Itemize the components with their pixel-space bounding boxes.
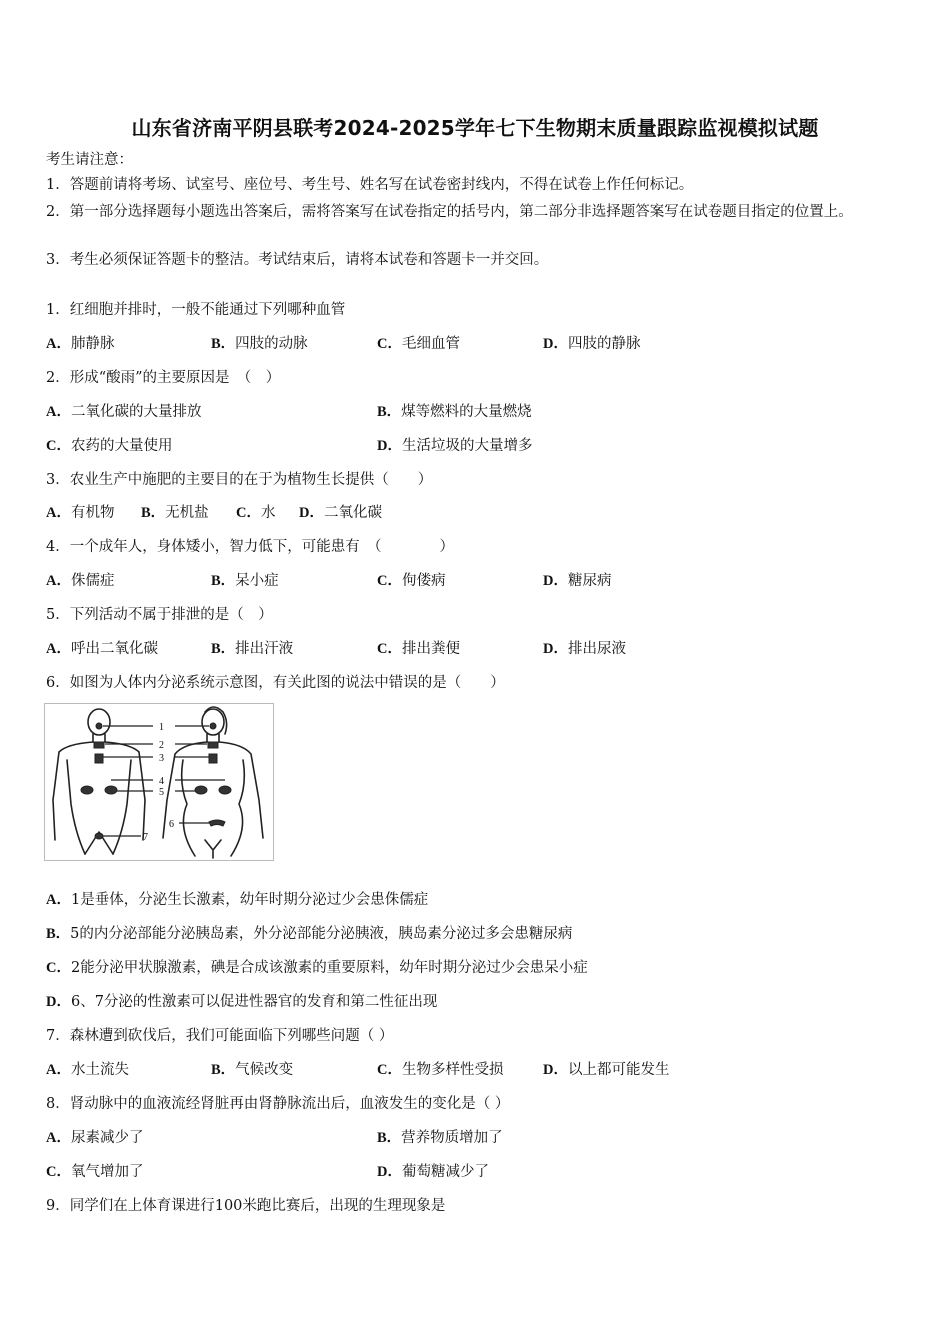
question-3-option-c: C．水 (236, 505, 276, 521)
question-7-option-c: C．生物多样性受损 (377, 1062, 504, 1078)
female-pituitary-mark (210, 723, 216, 729)
question-8-option-c: C．氧气增加了 (46, 1164, 144, 1180)
question-4-option-b: B．呆小症 (211, 573, 279, 589)
question-2-option-b: B．煤等燃料的大量燃烧 (377, 404, 532, 420)
female-ovary-mark (209, 820, 225, 826)
question-7-option-d: D．以上都可能发生 (543, 1062, 670, 1078)
question-5-option-d: D．排出尿液 (543, 641, 626, 657)
question-2-option-d: D．生活垃圾的大量增多 (377, 438, 533, 454)
question-2-option-a: A．二氧化碳的大量排放 (46, 404, 202, 420)
notice-item-3: 3．考生必须保证答题卡的整洁。考试结束后，请将本试卷和答题卡一并交回。 (46, 252, 549, 268)
female-thyroid-mark (208, 742, 218, 748)
endocrine-system-figure (44, 703, 274, 861)
figure-label-7: 7 (143, 832, 148, 843)
male-testis-mark (95, 833, 103, 839)
figure-label-2: 2 (159, 740, 164, 751)
figure-label-4: 4 (159, 776, 164, 787)
question-8-option-a: A．尿素减少了 (46, 1130, 144, 1146)
female-thymus-mark (209, 754, 217, 763)
question-3-option-b: B．无机盐 (141, 505, 209, 521)
question-8-option-d: D．葡萄糖减少了 (377, 1164, 489, 1180)
male-thyroid-mark (94, 742, 104, 748)
question-9-stem: 9．同学们在上体育课进行100米跑比赛后，出现的生理现象是 (46, 1198, 446, 1214)
question-6-option-b: B．5的内分泌部能分泌胰岛素，外分泌部能分泌胰液，胰岛素分泌过多会患糖尿病 (46, 926, 573, 942)
question-6-option-c: C．2能分泌甲状腺激素，碘是合成该激素的重要原料，幼年时期分泌过少会患呆小症 (46, 960, 588, 976)
female-head (202, 709, 224, 735)
question-7-stem: 7．森林遭到砍伐后，我们可能面临下列哪些问题（ ） (46, 1028, 394, 1044)
question-7-option-b: B．气候改变 (211, 1062, 294, 1078)
question-1-stem: 1．红细胞并排时，一般不能通过下列哪种血管 (46, 302, 346, 318)
female-adrenal-left (195, 786, 207, 794)
male-torso (67, 760, 131, 854)
endocrine-diagram-svg (45, 704, 273, 860)
page-title: 山东省济南平阴县联考2024-2025学年七下生物期末质量跟踪监视模拟试题 (131, 116, 819, 140)
male-adrenal-right (105, 786, 117, 794)
male-thymus-mark (95, 754, 103, 763)
question-3-option-d: D．二氧化碳 (299, 505, 382, 521)
notice-item-1: 1．答题前请将考场、试室号、座位号、考生号、姓名写在试卷密封线内，不得在试卷上作任何标记。 (46, 177, 694, 193)
figure-label-3: 3 (159, 753, 164, 764)
question-6-stem: 6．如图为人体内分泌系统示意图，有关此图的说法中错误的是（ ） (46, 675, 505, 691)
question-6-option-d: D．6、7分泌的性激素可以促进性器官的发育和第二性征出现 (46, 994, 438, 1010)
male-pituitary-mark (96, 723, 102, 729)
question-5-option-c: C．排出粪便 (377, 641, 460, 657)
female-pelvis (205, 840, 221, 858)
question-1-option-b: B．四肢的动脉 (211, 336, 308, 352)
figure-label-6: 6 (169, 819, 174, 830)
question-5-stem: 5．下列活动不属于排泄的是（ ） (46, 607, 273, 623)
question-5-option-b: B．排出汗液 (211, 641, 294, 657)
question-4-option-d: D．糖尿病 (543, 573, 612, 589)
question-8-option-b: B．营养物质增加了 (377, 1130, 503, 1146)
male-adrenal-left (81, 786, 93, 794)
question-6-option-a: A．1是垂体，分泌生长激素，幼年时期分泌过少会患侏儒症 (46, 892, 429, 908)
question-7-option-a: A．水土流失 (46, 1062, 129, 1078)
question-3-option-a: A．有机物 (46, 505, 115, 521)
question-2-stem: 2．形成“酸雨”的主要原因是 （ ） (46, 370, 281, 386)
female-torso (182, 760, 245, 856)
notice-item-2: 2．第一部分选择题每小题选出答案后，需将答案写在试卷指定的括号内，第二部分非选择题答案写在试卷题目指定的位置上。 (46, 204, 853, 220)
question-8-stem: 8．肾动脉中的血液流经肾脏再由肾静脉流出后，血液发生的变化是（ ） (46, 1096, 510, 1112)
notice-heading: 考生请注意： (46, 152, 133, 168)
question-1-option-c: C．毛细血管 (377, 336, 460, 352)
male-head (88, 709, 110, 735)
question-1-option-d: D．四肢的静脉 (543, 336, 641, 352)
female-adrenal-right (219, 786, 231, 794)
question-2-option-c: C．农药的大量使用 (46, 438, 173, 454)
question-4-option-c: C．佝偻病 (377, 573, 446, 589)
figure-label-5: 5 (159, 787, 164, 798)
question-3-stem: 3．农业生产中施肥的主要目的在于为植物生长提供（ ） (46, 472, 433, 488)
figure-label-1: 1 (159, 722, 164, 733)
question-4-stem: 4．一个成年人，身体矮小，智力低下，可能患有 （ ） (46, 539, 454, 555)
question-4-option-a: A．侏儒症 (46, 573, 115, 589)
question-5-option-a: A．呼出二氧化碳 (46, 641, 158, 657)
question-1-option-a: A．肺静脉 (46, 336, 115, 352)
